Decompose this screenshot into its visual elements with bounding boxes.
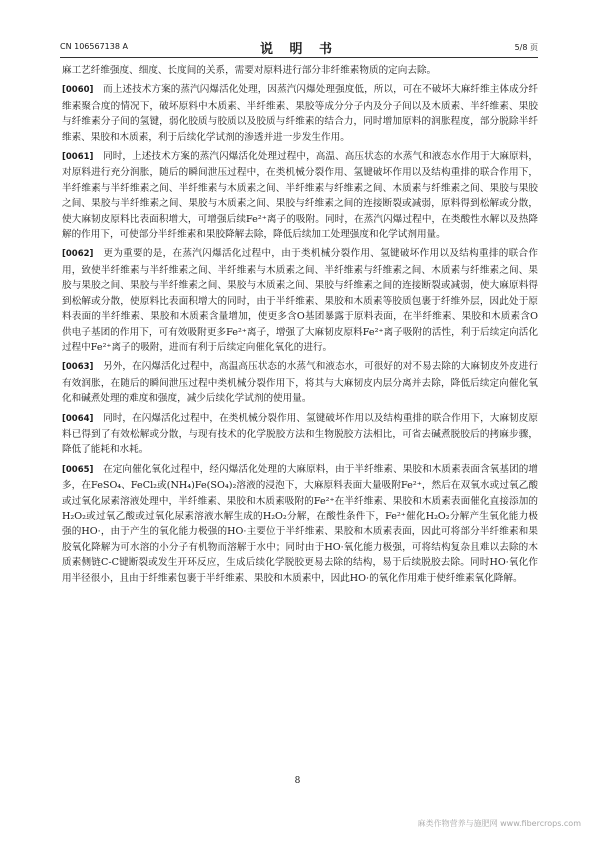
document-number: CN 106567138 A: [60, 42, 128, 51]
paragraph-text: 麻工艺纤维强度、细度、长度间的关系，需要对原料进行部分非纤维素物质的定向去除。: [62, 65, 437, 76]
paragraph-text: 同时，在闪爆活化过程中，在类机械分裂作用、氢键破坏作用以及结构重排的联合作用下，大麻韧皮原料已得到了有效松解或分散，与现有技术的化学脱胶方法和生物脱胶方法相比，可省去碱煮脱胶后的拷麻步骤，降低了能耗和水耗。: [62, 412, 538, 456]
paragraph-0065: [62, 462, 538, 586]
paragraph-text: 同时，上述技术方案的蒸汽闪爆活化处理过程中，高温、高压状态的水蒸气和液态水作用于大麻原料，对原料进行充分润胀，随后的瞬间泄压过程中，在类机械分裂作用、氢键破坏作用以及结构重排的联合作用下，半纤维素与半纤维素之间、半纤维素与木质素之间、半纤维素与纤维素之间、木质素与纤维素之间、果胶与果胶之间、果胶与半纤维素之间、果胶与木质素之间、果胶与纤维素之间的连接断裂或减弱，原料得到松解或分散，使大麻韧皮原料比表面积增大，可增强后续Fe²⁺离子的吸附。同时，在蒸汽闪爆过程中，在类酸性水解以及热降解的作用下，可使部分半纤维素和果胶降解去除，降低后续加工处理强度和化学试剂用量。: [62, 151, 538, 241]
paragraph-text: 另外，在闪爆活化过程中，高温高压状态的水蒸气和液态水，可很好的对不易去除的大麻韧皮外皮进行有效润胀，在随后的瞬间泄压过程中类机械分裂作用下，将其与大麻韧皮内层分离并去除，降低后续定向催化氧化和碱煮处理的难度和强度，减少后续化学试剂的使用量。: [62, 361, 538, 405]
watermark: 麻类作物营养与施肥网 www.fibercrops.com: [417, 819, 581, 828]
paragraph-text: 在定向催化氧化过程中，经闪爆活化处理的大麻原料，由于半纤维素、果胶和木质素表面含氧基团的增多，在FeSO₄、FeCl₂或(NH₄)Fe(SO₄)₂溶液的浸泡下，大麻原料表面大量吸附Fe²⁺，然后在双氧水或过氧乙酸或过氧化尿素溶液处理中，半纤维素、果胶和木质素吸附的Fe²⁺在半纤维素、果胶和木质素表面催化直接添加的H₂O₂或过氧乙酸或过氧化尿素溶液水解生成的H₂O₂分解，在酸性条件下，Fe²⁺催化H₂O₂分解产生氧化能力极强的HO·，由于产生的氧化能力极强的HO·主要位于半纤维素、果胶和木质素表面，因此可将部分半纤维素和果胶氧化降解为可水溶的小分子有机物而溶解于水中；同时由于HO·氧化能力极强，可将结构复杂且难以去除的木质素侧链C-C键断裂或发生开环反应，生成后续化学脱胶更易去除的结构，易于后续脱胶去除。同时HO·氧化作用半径很小，且由于纤维素包裹于半纤维素、果胶和木质素中，因此HO·的氧化作用难于使纤维素氧化降解。: [62, 463, 538, 584]
paragraph-number: [0061]: [62, 152, 94, 163]
paragraph-0064: [62, 411, 538, 458]
paragraph-number: [0062]: [62, 249, 94, 260]
paragraph-number: [0064]: [62, 413, 94, 424]
paragraph-0060: [62, 82, 538, 145]
page-indicator: 5/8 页: [514, 43, 538, 52]
header-divider: [60, 57, 538, 58]
document-title: 说 明 书: [259, 42, 339, 57]
paragraph-text: 更为重要的是，在蒸汽闪爆活化过程中，由于类机械分裂作用、氢键破坏作用以及结构重排的联合作用，致使半纤维素与半纤维素之间、半纤维素与木质素之间、半纤维素与纤维素之间、木质素与纤维素之间、果胶与果胶之间、果胶与半纤维素之间、果胶与木质素之间、果胶与纤维素之间的连接断裂或减弱，使大麻原料得到松解或分散，使原料比表面积增大的同时，由于半纤维素、果胶和木质素等胶质包裹于纤维外层，因此处于原料表面的半纤维素、果胶和木质素含量增加，使更多含O基团暴露于原料表面，在半纤维素、果胶和木质素含O供电子基团的作用下，可有效吸附更多Fe²⁺离子，增强了大麻韧皮原料Fe²⁺离子吸附的活性，利于后续定向活化过程中Fe²⁺离子的吸附，进而有利于后续定向催化氧化的进行。: [62, 248, 538, 353]
paragraph-text: 而上述技术方案的蒸汽闪爆活化处理，因蒸汽闪爆处理强度低，所以，可在不破坏大麻纤维主体成分纤维素聚合度的情况下，破坏原料中木质素、半纤维素、果胶等成分分子内及分子间以及木质素、半纤维素、果胶与纤维素分子间的氢键，弱化胶质与胶质以及胶质与纤维素的结合力，同时增加原料的润胀程度，部分脱除半纤维素、果胶和木质素，利于后续化学试剂的渗透并进一步发生作用。: [62, 84, 538, 143]
paragraph-0061: [62, 149, 538, 242]
paragraph-continuation: [62, 63, 538, 78]
paragraph-number: [0065]: [62, 464, 94, 475]
page-header: [60, 38, 538, 56]
paragraph-number: [0060]: [62, 85, 94, 96]
page-number: 8: [294, 776, 301, 786]
document-body: [62, 63, 538, 590]
paragraph-0063: [62, 359, 538, 406]
paragraph-0062: [62, 246, 538, 355]
paragraph-number: [0063]: [62, 362, 94, 373]
